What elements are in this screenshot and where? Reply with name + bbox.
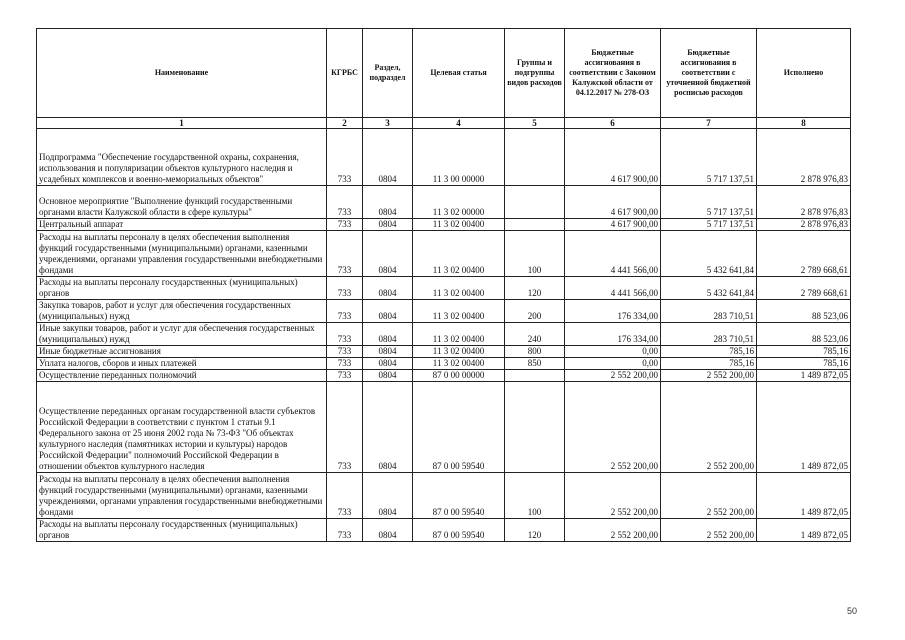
column-number: 8 bbox=[757, 118, 851, 129]
row-kgrbs: 733 bbox=[327, 300, 363, 323]
row-razdel: 0804 bbox=[363, 370, 413, 382]
column-number: 2 bbox=[327, 118, 363, 129]
row-razdel: 0804 bbox=[363, 358, 413, 370]
row-target-article: 87 0 00 59540 bbox=[413, 519, 505, 542]
row-target-article: 11 3 02 00400 bbox=[413, 277, 505, 300]
row-razdel: 0804 bbox=[363, 300, 413, 323]
row-razdel: 0804 bbox=[363, 231, 413, 277]
header-budget-refined: Бюджетные ассигнования в соответствии с уточненной бюджетной росписью расходов bbox=[661, 29, 757, 118]
table-row bbox=[37, 277, 851, 300]
row-target-article: 11 3 02 00400 bbox=[413, 219, 505, 231]
table-row bbox=[37, 300, 851, 323]
row-budget-refined: 5 717 137,51 bbox=[661, 219, 757, 231]
row-budget-refined: 5 432 641,84 bbox=[661, 231, 757, 277]
row-razdel: 0804 bbox=[363, 186, 413, 219]
row-expense-group bbox=[505, 382, 565, 473]
row-kgrbs: 733 bbox=[327, 323, 363, 346]
row-name: Расходы на выплаты персоналу государственных (муниципальных) органов bbox=[37, 519, 327, 542]
row-budget-refined: 5 717 137,51 bbox=[661, 186, 757, 219]
row-executed: 2 878 976,83 bbox=[757, 186, 851, 219]
row-budget-refined: 2 552 200,00 bbox=[661, 370, 757, 382]
row-razdel: 0804 bbox=[363, 219, 413, 231]
row-name: Основное мероприятие "Выполнение функций государственными органами власти Калужской области в сфере культуры" bbox=[37, 186, 327, 219]
row-kgrbs: 733 bbox=[327, 382, 363, 473]
row-target-article: 11 3 02 00400 bbox=[413, 231, 505, 277]
row-budget-refined: 283 710,51 bbox=[661, 300, 757, 323]
row-budget-refined: 785,16 bbox=[661, 346, 757, 358]
row-name: Иные бюджетные ассигнования bbox=[37, 346, 327, 358]
row-razdel: 0804 bbox=[363, 277, 413, 300]
row-kgrbs: 733 bbox=[327, 358, 363, 370]
row-expense-group: 120 bbox=[505, 519, 565, 542]
row-budget-refined: 5 432 641,84 bbox=[661, 277, 757, 300]
row-razdel: 0804 bbox=[363, 382, 413, 473]
table-row bbox=[37, 219, 851, 231]
row-budget-law: 2 552 200,00 bbox=[565, 370, 661, 382]
header-budget-law: Бюджетные ассигнования в соответствии с Законом Калужской области от 04.12.2017 № 278-ОЗ bbox=[565, 29, 661, 118]
row-budget-law: 4 617 900,00 bbox=[565, 219, 661, 231]
row-razdel: 0804 bbox=[363, 346, 413, 358]
table-row bbox=[37, 370, 851, 382]
row-executed: 88 523,06 bbox=[757, 300, 851, 323]
header-row bbox=[37, 29, 851, 118]
table-row bbox=[37, 346, 851, 358]
row-expense-group bbox=[505, 370, 565, 382]
row-target-article: 11 3 02 00400 bbox=[413, 323, 505, 346]
table-row bbox=[37, 186, 851, 219]
row-target-article: 87 0 00 00000 bbox=[413, 370, 505, 382]
row-kgrbs: 733 bbox=[327, 219, 363, 231]
row-name: Расходы на выплаты персоналу в целях обеспечения выполнения функций государственными (муниципальными) органами, казенными учреждениями, органами управления государственными внебюджетными фондами bbox=[37, 473, 327, 519]
table-row bbox=[37, 382, 851, 473]
row-razdel: 0804 bbox=[363, 519, 413, 542]
row-kgrbs: 733 bbox=[327, 346, 363, 358]
row-executed: 1 489 872,05 bbox=[757, 519, 851, 542]
column-number: 1 bbox=[37, 118, 327, 129]
column-number-row bbox=[37, 118, 851, 129]
row-budget-law: 0,00 bbox=[565, 358, 661, 370]
row-expense-group: 120 bbox=[505, 277, 565, 300]
row-razdel: 0804 bbox=[363, 473, 413, 519]
row-executed: 2 789 668,61 bbox=[757, 231, 851, 277]
row-target-article: 11 3 02 00000 bbox=[413, 186, 505, 219]
row-expense-group bbox=[505, 129, 565, 186]
row-executed: 2 789 668,61 bbox=[757, 277, 851, 300]
row-name: Расходы на выплаты персоналу государственных (муниципальных) органов bbox=[37, 277, 327, 300]
row-expense-group bbox=[505, 219, 565, 231]
row-budget-refined: 5 717 137,51 bbox=[661, 129, 757, 186]
row-executed: 785,16 bbox=[757, 358, 851, 370]
row-executed: 1 489 872,05 bbox=[757, 382, 851, 473]
row-kgrbs: 733 bbox=[327, 186, 363, 219]
row-kgrbs: 733 bbox=[327, 231, 363, 277]
row-target-article: 11 3 00 00000 bbox=[413, 129, 505, 186]
column-number: 3 bbox=[363, 118, 413, 129]
column-number: 7 bbox=[661, 118, 757, 129]
row-budget-law: 4 617 900,00 bbox=[565, 186, 661, 219]
row-budget-law: 0,00 bbox=[565, 346, 661, 358]
row-name: Расходы на выплаты персоналу в целях обеспечения выполнения функций государственными (муниципальными) органами, казенными учреждениями, органами управления государственными внебюджетными фондами bbox=[37, 231, 327, 277]
row-expense-group: 850 bbox=[505, 358, 565, 370]
row-budget-law: 2 552 200,00 bbox=[565, 519, 661, 542]
table-row bbox=[37, 323, 851, 346]
table-row bbox=[37, 358, 851, 370]
row-razdel: 0804 bbox=[363, 129, 413, 186]
row-kgrbs: 733 bbox=[327, 129, 363, 186]
row-target-article: 87 0 00 59540 bbox=[413, 382, 505, 473]
row-budget-law: 176 334,00 bbox=[565, 323, 661, 346]
row-name: Иные закупки товаров, работ и услуг для обеспечения государственных (муниципальных) нужд bbox=[37, 323, 327, 346]
row-budget-refined: 785,16 bbox=[661, 358, 757, 370]
page-number: 50 bbox=[846, 606, 857, 616]
row-name: Осуществление переданных полномочий bbox=[37, 370, 327, 382]
header-executed: Исполнено bbox=[757, 29, 851, 118]
row-executed: 88 523,06 bbox=[757, 323, 851, 346]
row-kgrbs: 733 bbox=[327, 473, 363, 519]
row-target-article: 11 3 02 00400 bbox=[413, 346, 505, 358]
header-target: Целевая статья bbox=[413, 29, 505, 118]
row-expense-group: 100 bbox=[505, 231, 565, 277]
row-budget-law: 176 334,00 bbox=[565, 300, 661, 323]
header-kgrbs: КГРБС bbox=[327, 29, 363, 118]
row-target-article: 11 3 02 00400 bbox=[413, 358, 505, 370]
row-budget-law: 4 441 566,00 bbox=[565, 277, 661, 300]
row-razdel: 0804 bbox=[363, 323, 413, 346]
header-group: Группы и подгруппы видов расходов bbox=[505, 29, 565, 118]
row-kgrbs: 733 bbox=[327, 370, 363, 382]
row-budget-law: 2 552 200,00 bbox=[565, 382, 661, 473]
row-expense-group: 100 bbox=[505, 473, 565, 519]
row-budget-law: 4 617 900,00 bbox=[565, 129, 661, 186]
row-name: Уплата налогов, сборов и иных платежей bbox=[37, 358, 327, 370]
header-name: Наименование bbox=[37, 29, 327, 118]
row-budget-refined: 2 552 200,00 bbox=[661, 473, 757, 519]
column-number: 5 bbox=[505, 118, 565, 129]
row-expense-group: 200 bbox=[505, 300, 565, 323]
row-target-article: 11 3 02 00400 bbox=[413, 300, 505, 323]
column-number: 6 bbox=[565, 118, 661, 129]
row-target-article: 87 0 00 59540 bbox=[413, 473, 505, 519]
budget-table bbox=[36, 28, 851, 542]
row-name: Осуществление переданных органам государственной власти субъектов Российской Федерации в соответствии с пунктом 1 статьи 9.1 Федерального закона от 25 июня 2002 года № 73-ФЗ "Об объектах культурного наследия (памятниках истории и культуры) народов Российской Федерации" полномочий Российской Федерации в отношении объектов культурного наследия bbox=[37, 382, 327, 473]
row-expense-group bbox=[505, 186, 565, 219]
row-executed: 1 489 872,05 bbox=[757, 370, 851, 382]
row-kgrbs: 733 bbox=[327, 519, 363, 542]
row-executed: 2 878 976,83 bbox=[757, 219, 851, 231]
row-expense-group: 240 bbox=[505, 323, 565, 346]
row-budget-refined: 2 552 200,00 bbox=[661, 519, 757, 542]
row-kgrbs: 733 bbox=[327, 277, 363, 300]
row-name: Закупка товаров, работ и услуг для обеспечения государственных (муниципальных) нужд bbox=[37, 300, 327, 323]
row-name: Центральный аппарат bbox=[37, 219, 327, 231]
row-name: Подпрограмма "Обеспечение государственной охраны, сохранения, использования и популяризации объектов культурного наследия и усадебных комплексов и военно-мемориальных объектов" bbox=[37, 129, 327, 186]
table-row bbox=[37, 231, 851, 277]
row-budget-law: 4 441 566,00 bbox=[565, 231, 661, 277]
row-budget-refined: 283 710,51 bbox=[661, 323, 757, 346]
row-executed: 1 489 872,05 bbox=[757, 473, 851, 519]
table-row bbox=[37, 473, 851, 519]
row-budget-law: 2 552 200,00 bbox=[565, 473, 661, 519]
table-row bbox=[37, 519, 851, 542]
row-executed: 785,16 bbox=[757, 346, 851, 358]
row-executed: 2 878 976,83 bbox=[757, 129, 851, 186]
table-row bbox=[37, 129, 851, 186]
column-number: 4 bbox=[413, 118, 505, 129]
header-razdel: Раздел, подраздел bbox=[363, 29, 413, 118]
row-expense-group: 800 bbox=[505, 346, 565, 358]
row-budget-refined: 2 552 200,00 bbox=[661, 382, 757, 473]
